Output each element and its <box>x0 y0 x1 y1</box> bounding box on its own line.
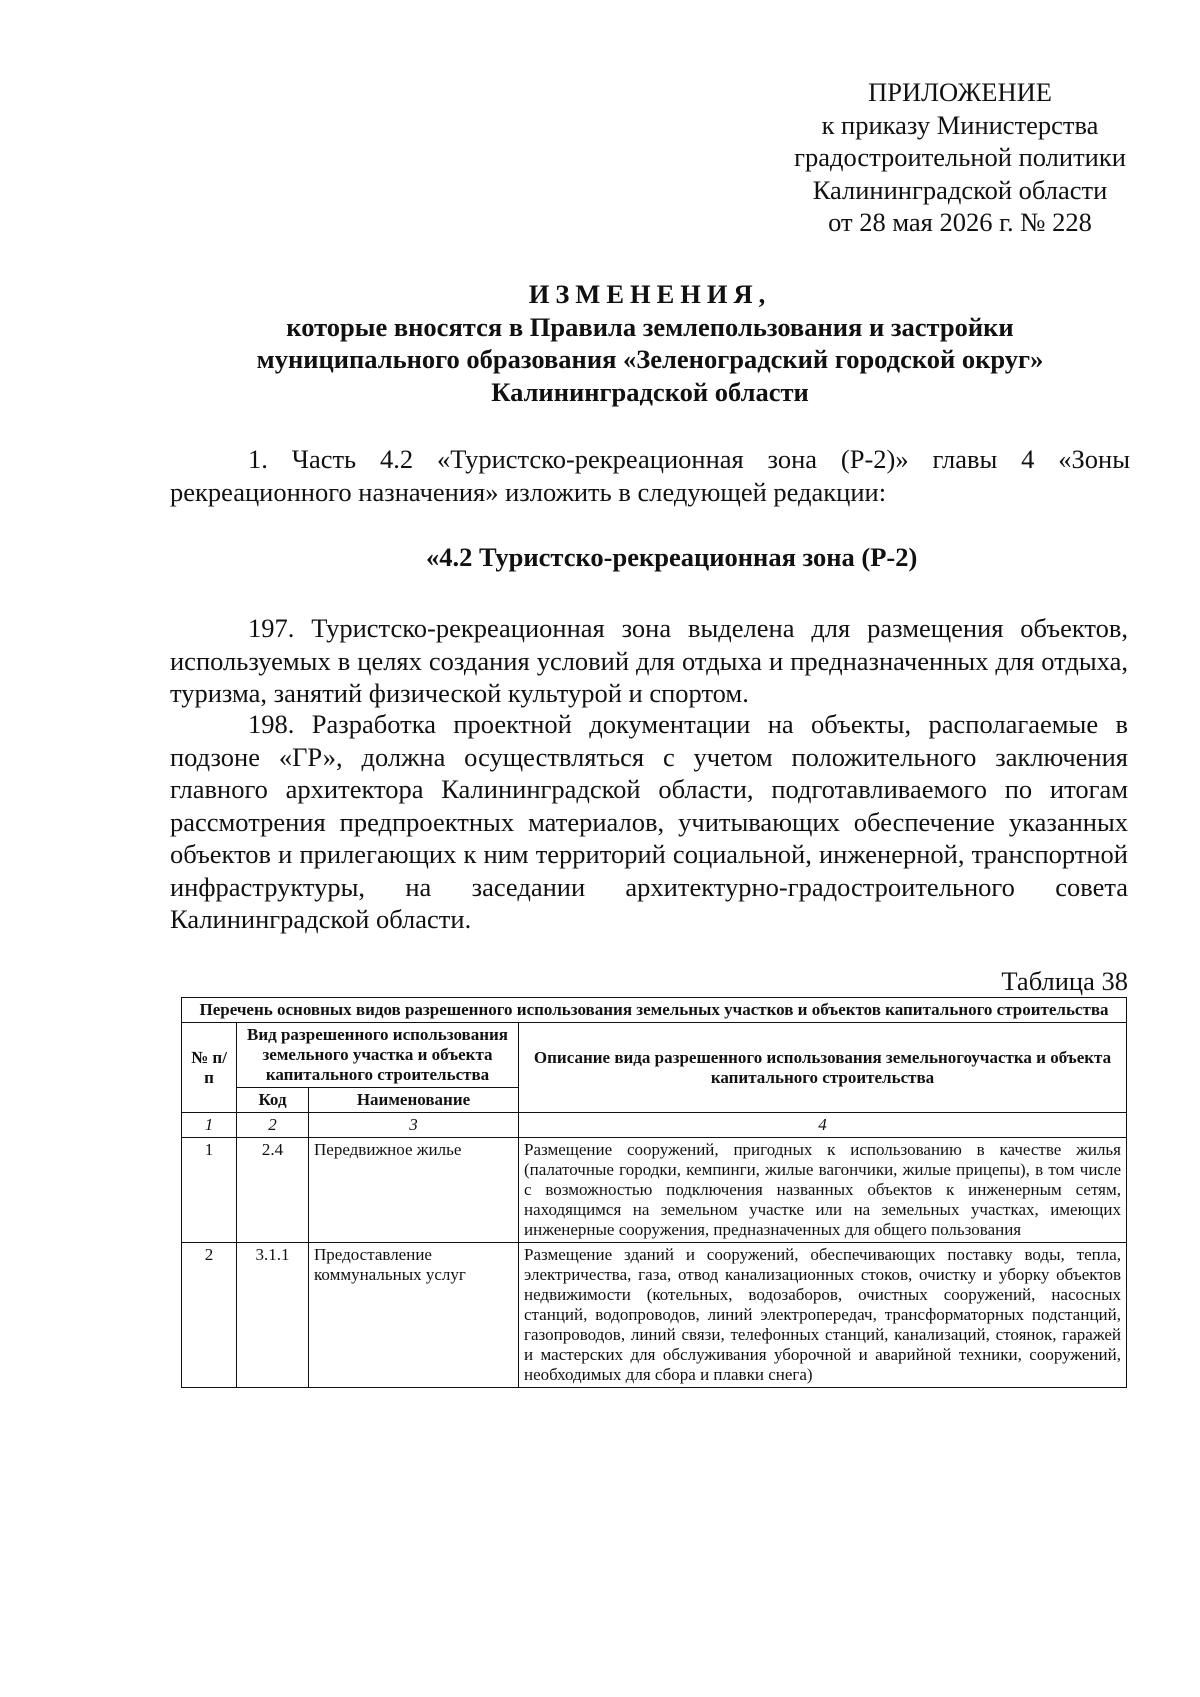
header-row <box>182 1023 1127 1088</box>
annex-line: градостроительной политики <box>794 142 1126 172</box>
annex-block <box>760 76 1160 239</box>
annex-line: Калининградской области <box>812 174 1108 205</box>
table-row <box>182 1243 1127 1388</box>
land-use-table <box>181 997 1127 1388</box>
header-name: Наименование <box>309 1088 519 1113</box>
row-number: 2 <box>182 1243 237 1388</box>
table-caption: Таблица 38 <box>1001 966 1128 996</box>
header-code: Код <box>237 1088 309 1113</box>
row-name: Передвижное жилье <box>309 1138 519 1243</box>
column-number: 3 <box>309 1113 519 1138</box>
document-title: ИЗМЕНЕНИЯ, <box>528 279 772 309</box>
annex-title: ПРИЛОЖЕНИЕ <box>868 77 1052 107</box>
table-title: Перечень основных видов разрешенного использования земельных участков и объектов капитального строительства <box>182 998 1127 1023</box>
column-number: 1 <box>182 1113 237 1138</box>
row-code: 2.4 <box>237 1138 309 1243</box>
heading-line: муниципального образования «Зеленоградский городской округ» <box>256 344 1044 374</box>
table-title-row <box>182 998 1127 1023</box>
row-description: Размещение сооружений, пригодных к использованию в качестве жилья (палаточные городки, кемпинги, жилые вагончики, жилые прицепы), в том числе с возможностью подключения названных объектов к инженерным сетям, находящимся на земельном участке или на земельных участках, имеющих инженерные сооружения, предназначенных для общего пользования <box>519 1138 1127 1243</box>
row-name: Предоставление коммунальных услуг <box>309 1243 519 1388</box>
column-number: 2 <box>237 1113 309 1138</box>
header-type: Вид разрешенного использования земельного участка и объекта капитального строительства <box>237 1023 519 1088</box>
table-row <box>182 1138 1127 1243</box>
column-number-row <box>182 1113 1127 1138</box>
header-description: Описание вида разрешенного использования земельногоучастка и объекта капитального строительства <box>519 1023 1127 1113</box>
annex-line: к приказу Министерства <box>821 109 1099 140</box>
annex-order-date: от 28 мая 2026 г. № 228 <box>828 207 1092 237</box>
heading-line: Калининградской области <box>491 376 809 407</box>
row-description: Размещение зданий и сооружений, обеспечивающих поставку воды, тепла, электричества, газа, отвод канализационных стоков, очистку и уборку объектов недвижимости (котельных, водозаборов, очистных сооружений, насосных станций, водопроводов, линий электропередач, трансформаторных подстанций, газопроводов, линий связи, телефонных станций, канализаций, стоянок, гаражей и мастерских для обслуживания уборочной и аварийной техники, сооружений, необходимых для сбора и плавки снега) <box>519 1243 1127 1388</box>
header-no: № п/п <box>182 1023 237 1113</box>
column-number: 4 <box>519 1113 1127 1138</box>
row-number: 1 <box>182 1138 237 1243</box>
row-code: 3.1.1 <box>237 1243 309 1388</box>
paragraph-197: 197. Туристско-рекреационная зона выделена для размещения объектов, используемых в целях создания условий для отдыха и предназначенных для отдыха, туризма, занятий физической культурой и спортом. <box>170 613 1128 708</box>
document-heading <box>170 278 1130 408</box>
heading-line: которые вносятся в Правила землепользования и застройки <box>286 311 1014 342</box>
intro-paragraph: 1. Часть 4.2 «Туристско-рекреационная зона (Р-2)» главы 4 «Зоны рекреационного назначения» изложить в следующей редакции: <box>170 444 1130 507</box>
paragraph-198: 198. Разработка проектной документации на объекты, располагаемые в подзоне «ГР», должна осуществляться с учетом положительного заключения главного архитектора Калининградской области, подготавливаемого по итогам рассмотрения предпроектных материалов, учитывающих обеспечение указанных объектов и прилегающих к ним территорий социальной, инженерной, транспортной инфраструктуры, на заседании архитектурно-градостроительного совета Калининградской области. <box>170 709 1128 934</box>
section-title: «4.2 Туристско-рекреационная зона (Р-2) <box>426 542 918 572</box>
